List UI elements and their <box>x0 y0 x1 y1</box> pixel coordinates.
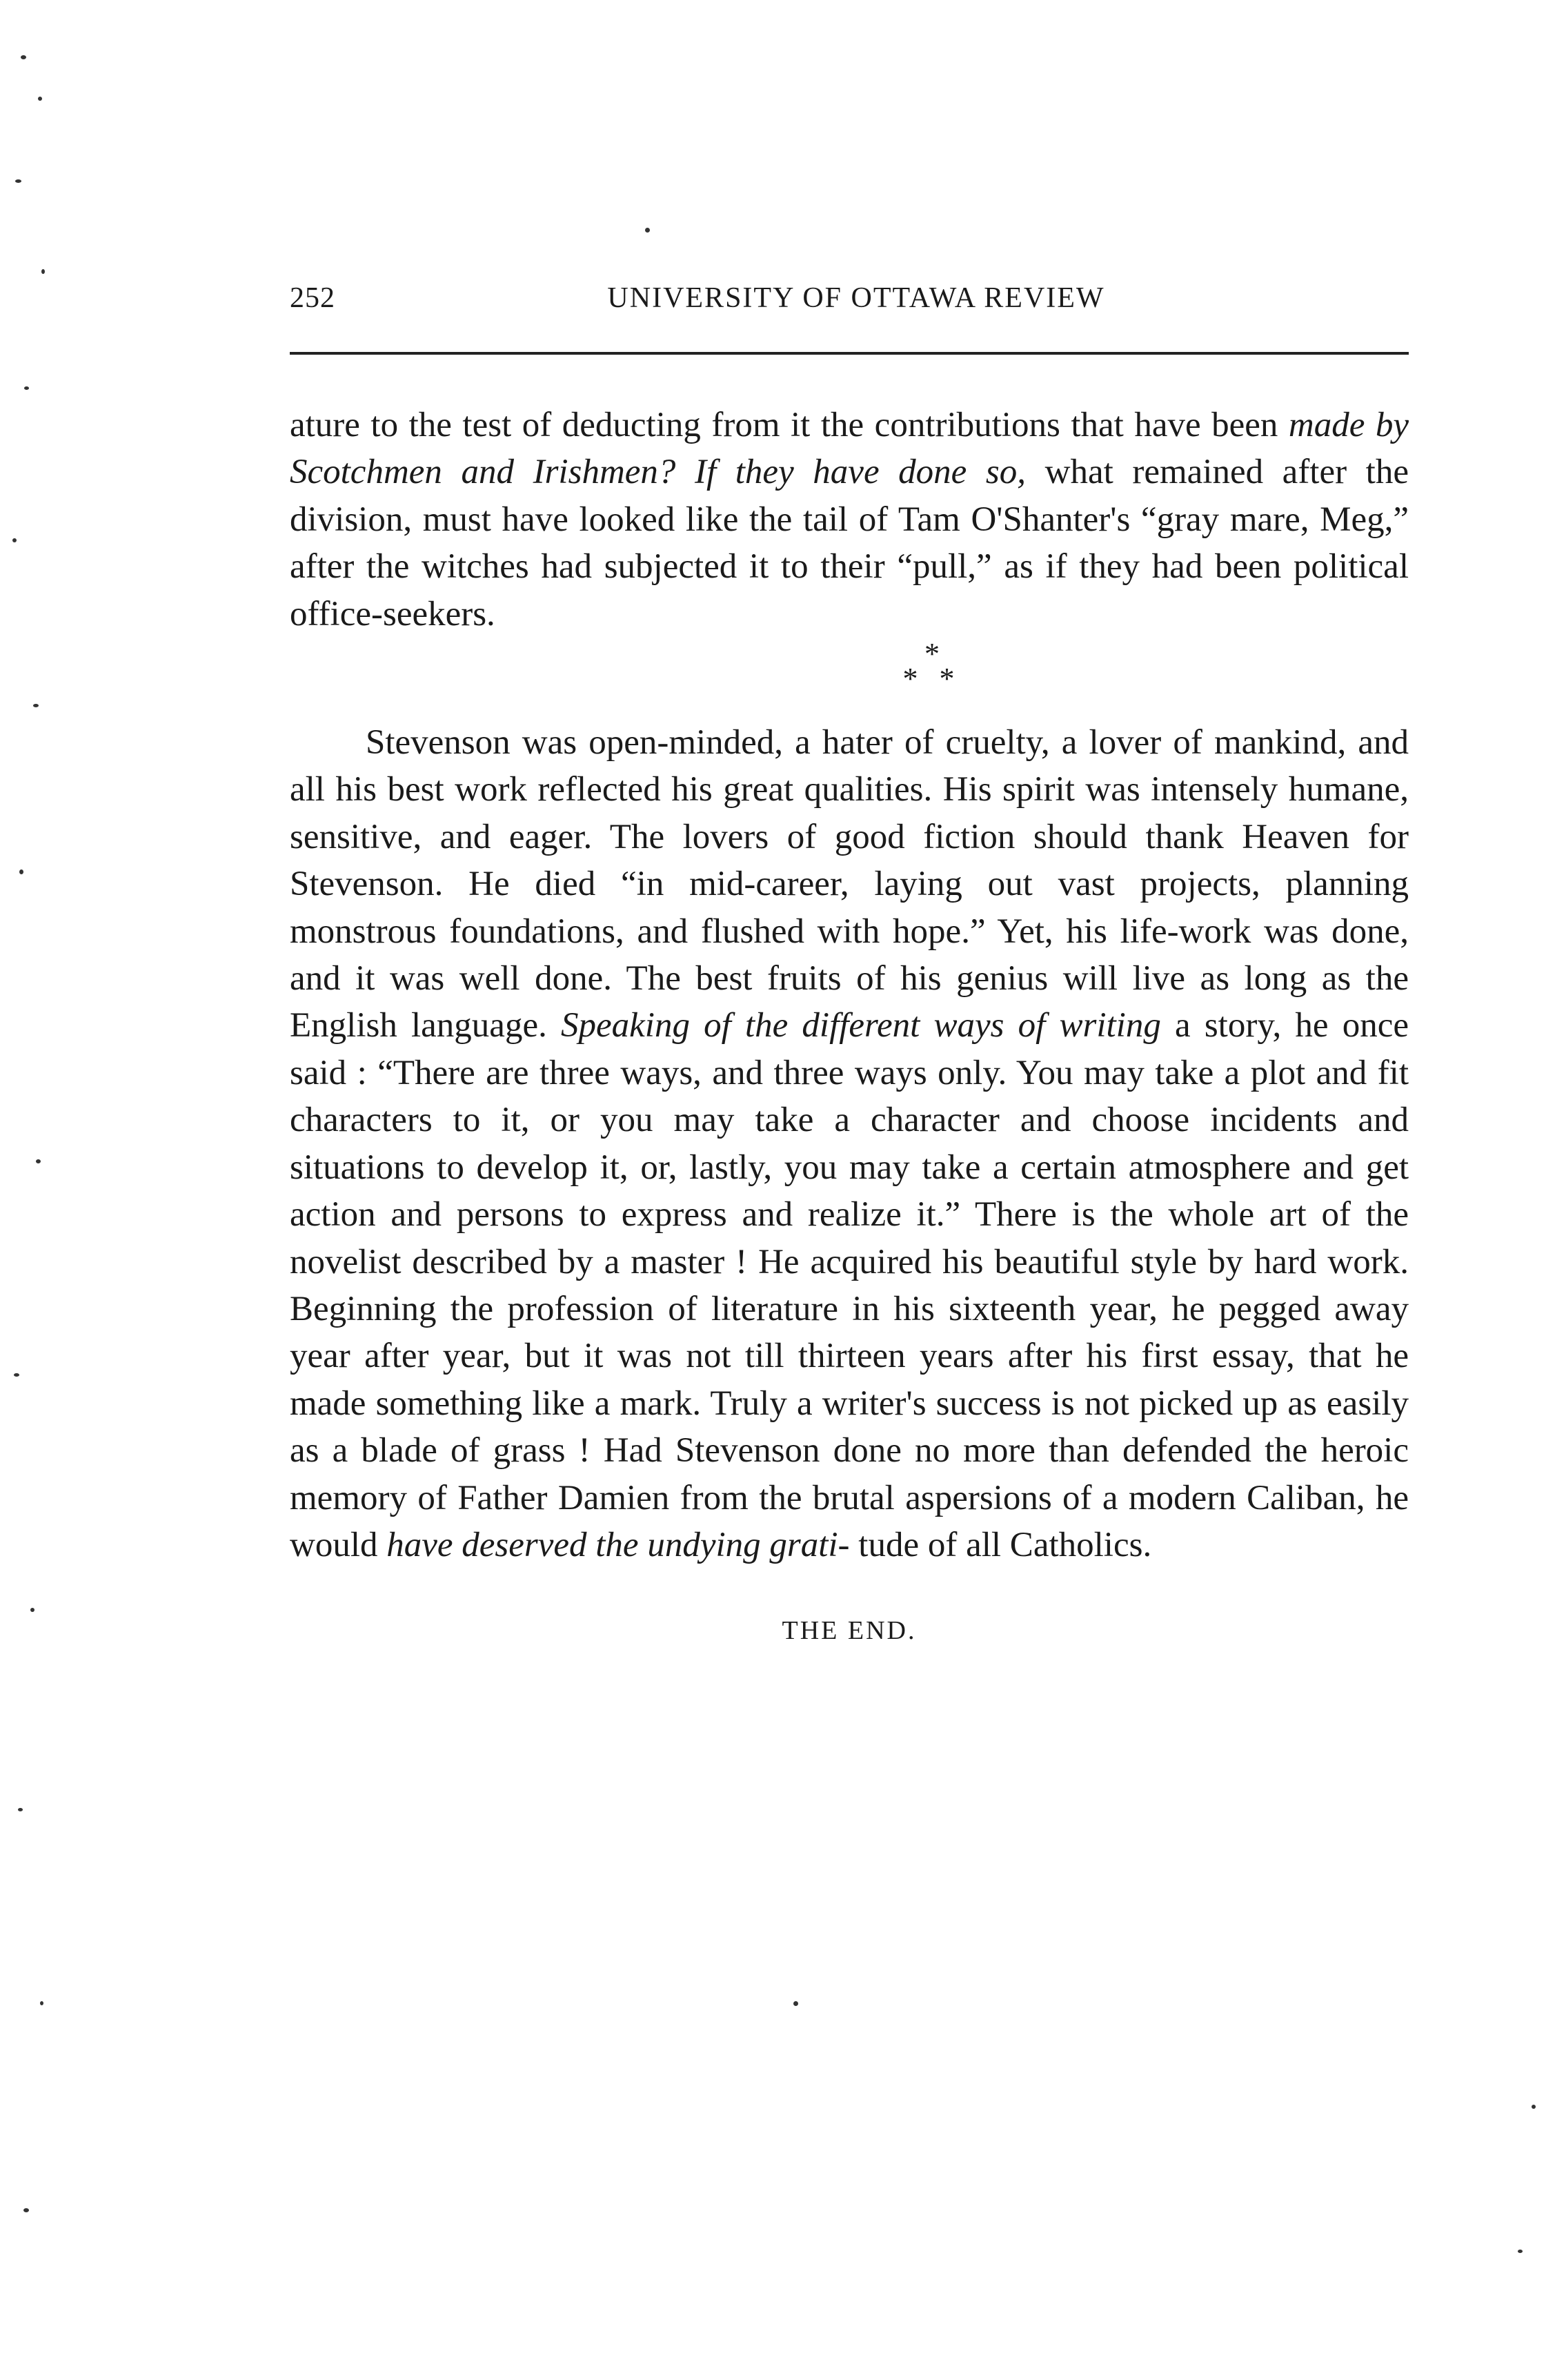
scan-speck <box>41 269 45 274</box>
paragraph-2-text-b: a story, he once said : “There are three ways, and three ways only. You may take a plot and fit characters to it, or you may take a character and choose incidents and situations to develop it, or, lastly, you may take a certain atmosphere and get action and persons to express and realize it.” There is the whole art of the novelist described by a master ! He acquired his beautiful style by hard work. Beginning the profession of literature in his sixteenth year, he pegged away year after year, but it was not till thirteen years after his first essay, that he made something like a mark. Truly a writer's success is not picked up as easily as a blade of grass ! Had Stevenson done no more than defended the heroic memory of Father Damien from the brutal aspersions of a modern Caliban, he would <box>290 1006 1409 1564</box>
page-number: 252 <box>290 282 335 314</box>
separator-top: * <box>924 637 940 671</box>
running-title: UNIVERSITY OF OTTAWA REVIEW <box>607 282 1105 314</box>
scan-speck <box>12 538 17 542</box>
body-text <box>290 402 1409 1655</box>
scan-speck <box>15 179 21 183</box>
scan-speck <box>19 869 23 874</box>
scan-speck <box>645 228 650 233</box>
scan-speck <box>33 704 39 707</box>
page-header <box>290 282 1409 330</box>
scan-speck <box>24 386 29 390</box>
paragraph-2-italic-b: have deserved the undying grati- <box>386 1525 850 1564</box>
separator-bottom: * * <box>902 662 962 696</box>
scan-speck <box>23 2208 29 2212</box>
scan-speck <box>1518 2250 1523 2253</box>
the-end: THE END. <box>782 1616 917 1646</box>
paragraph-2-text-c: tude of all Catholics. <box>849 1525 1152 1564</box>
scan-speck <box>21 55 26 59</box>
paragraph-2 <box>290 719 1409 1568</box>
scan-speck <box>1532 2105 1536 2109</box>
scan-speck <box>38 97 42 101</box>
paragraph-2-text-a: Stevenson was open-minded, a hater of cruelty, a lover of mankind, and all his best work reflected his great qualities. His spirit was intensely humane, sensitive, and eager. The lovers of good fiction should thank Heaven for Stevenson. He died “in mid-career, laying out vast projects, planning monstrous foundations, and flushed with hope.” Yet, his life-work was done, and it was well done. The best fruits of his genius will live as long as the English language. <box>290 723 1409 1045</box>
paragraph-1-italic: made by Scotchmen and Irishmen? If they have done so, <box>290 406 1409 492</box>
section-separator <box>290 638 1409 719</box>
scan-speck <box>40 2001 43 2005</box>
scan-speck <box>18 1808 23 1811</box>
header-rule <box>290 352 1409 355</box>
scan-speck <box>36 1159 41 1163</box>
paragraph-2-italic-a: Speaking of the different ways of writing <box>561 1006 1161 1045</box>
paragraph-1 <box>290 402 1409 638</box>
paragraph-1-text-a: ature to the test of deducting from it the contributions that have been <box>290 406 1289 444</box>
paragraph-1-text-b: what remained after the division, must have looked like the tail of Tam O'Shanter's “gray mare, Meg,” after the witches had subjected it to their “pull,” as if they had been political office-seekers. <box>290 453 1409 633</box>
scan-speck <box>14 1373 19 1377</box>
scan-speck <box>793 2001 798 2006</box>
scan-speck <box>30 1608 34 1612</box>
